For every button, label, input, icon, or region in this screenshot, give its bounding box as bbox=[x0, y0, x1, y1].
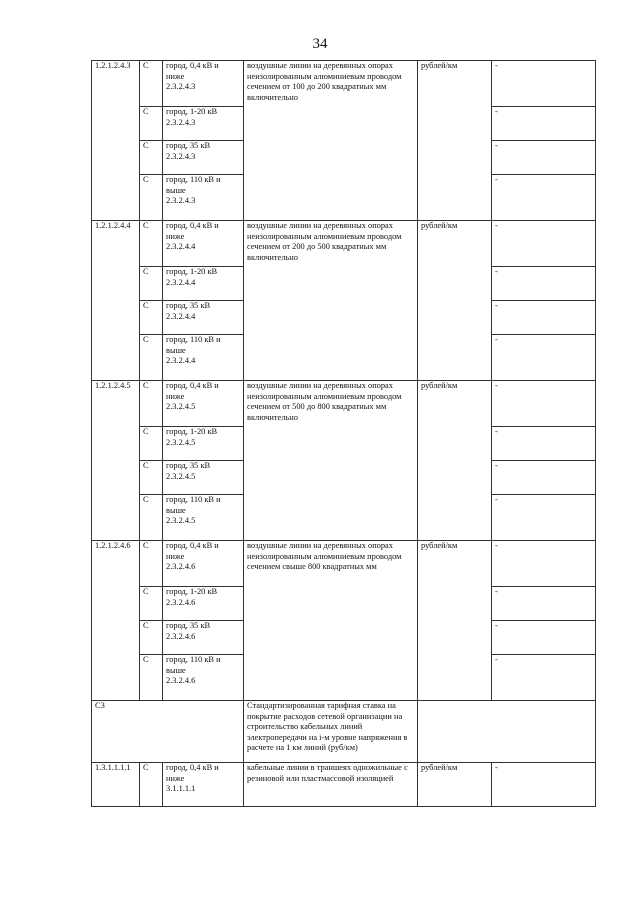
rate-value: - bbox=[492, 381, 596, 427]
unit-of-measure: рублей/км bbox=[418, 541, 492, 701]
coefficient-letter: С bbox=[140, 763, 163, 807]
voltage-level-cell bbox=[163, 175, 244, 221]
coefficient-letter: С bbox=[140, 61, 163, 107]
voltage-level-cell bbox=[163, 141, 244, 175]
voltage-level-line: 2.3.2.4.3 bbox=[166, 196, 196, 205]
voltage-level-line: 2.3.2.4.3 bbox=[166, 151, 196, 161]
voltage-level-line: 2.3.2.4.3 bbox=[166, 117, 196, 127]
coefficient-letter: С bbox=[140, 587, 163, 621]
line-description: воздушные линии на деревянных опорах неизолированным алюминиевым проводом сечением от 100 до 200 квадратных мм включительно bbox=[244, 61, 418, 221]
rate-value: - bbox=[492, 107, 596, 141]
line-description: воздушные линии на деревянных опорах неизолированным алюминиевым проводом сечением свыше 800 квадратных мм bbox=[244, 541, 418, 701]
voltage-level-cell bbox=[163, 495, 244, 541]
rate-value: - bbox=[492, 175, 596, 221]
voltage-level-line: город, 0,4 кВ и bbox=[166, 541, 219, 550]
voltage-level-cell bbox=[163, 587, 244, 621]
coefficient-letter: С bbox=[140, 541, 163, 587]
voltage-level-line: 2.3.2.4.4 bbox=[166, 242, 196, 251]
voltage-level-line: ниже bbox=[166, 773, 185, 783]
coefficient-letter: С bbox=[140, 621, 163, 655]
coefficient-letter: С bbox=[140, 221, 163, 267]
voltage-level-line: город, 0,4 кВ и bbox=[166, 381, 219, 390]
voltage-level-line: город, 1-20 кВ bbox=[166, 107, 218, 116]
section-description: Стандартизированная тарифная ставка на покрытие расходов сетевой организации на строительство кабельных линий электропередачи на i-м уровне напряжения в расчете на 1 км линий (руб/км) bbox=[244, 701, 418, 763]
voltage-level-line: город, 110 кВ и bbox=[166, 655, 221, 664]
rate-value: - bbox=[492, 763, 596, 807]
rate-value: - bbox=[492, 335, 596, 381]
voltage-level-line: ниже bbox=[166, 71, 185, 81]
rate-value: - bbox=[492, 621, 596, 655]
voltage-level-cell bbox=[163, 621, 244, 655]
table-row bbox=[92, 763, 596, 807]
voltage-level-line: город, 35 кВ bbox=[166, 301, 211, 310]
voltage-level-line: город, 110 кВ и bbox=[166, 175, 221, 184]
table-row bbox=[92, 381, 596, 427]
voltage-level-line: город, 110 кВ и bbox=[166, 335, 221, 344]
rate-value: - bbox=[492, 427, 596, 461]
page-number: 34 bbox=[312, 36, 328, 52]
voltage-level-line: город, 35 кВ bbox=[166, 141, 211, 150]
voltage-level-line: 2.3.2.4.6 bbox=[166, 676, 196, 685]
rate-value: - bbox=[492, 495, 596, 541]
voltage-level-line: 2.3.2.4.5 bbox=[166, 516, 196, 525]
voltage-level-line: 3.1.1.1.1 bbox=[166, 784, 196, 793]
voltage-level-cell bbox=[163, 107, 244, 141]
coefficient-letter: С bbox=[140, 495, 163, 541]
row-code: 1.2.1.2.4.5 bbox=[92, 381, 140, 541]
unit-of-measure: рублей/км bbox=[418, 763, 492, 807]
voltage-level-line: 2.3.2.4.4 bbox=[166, 277, 196, 287]
coefficient-letter: С bbox=[140, 107, 163, 141]
voltage-level-line: 2.3.2.4.3 bbox=[166, 82, 196, 91]
voltage-level-cell bbox=[163, 301, 244, 335]
coefficient-letter: С bbox=[140, 461, 163, 495]
voltage-level-cell bbox=[163, 335, 244, 381]
coefficient-letter: С bbox=[140, 335, 163, 381]
voltage-level-line: 2.3.2.4.6 bbox=[166, 631, 196, 641]
unit-of-measure: рублей/км bbox=[418, 221, 492, 381]
coefficient-letter: С bbox=[140, 267, 163, 301]
voltage-level-line: ниже bbox=[166, 391, 185, 401]
unit-of-measure: рублей/км bbox=[418, 61, 492, 221]
rate-value: - bbox=[492, 655, 596, 701]
voltage-level-line: 2.3.2.4.5 bbox=[166, 402, 196, 411]
voltage-level-line: 2.3.2.4.6 bbox=[166, 597, 196, 607]
voltage-level-cell bbox=[163, 461, 244, 495]
coefficient-letter: С bbox=[140, 141, 163, 175]
table-row bbox=[92, 61, 596, 107]
voltage-level-line: выше bbox=[166, 185, 186, 195]
voltage-level-cell bbox=[163, 763, 244, 807]
rate-value: - bbox=[492, 267, 596, 301]
voltage-level-line: 2.3.2.4.6 bbox=[166, 562, 196, 571]
voltage-level-cell bbox=[163, 381, 244, 427]
rate-value: - bbox=[492, 587, 596, 621]
voltage-level-line: ниже bbox=[166, 551, 185, 561]
row-code: 1.2.1.2.4.6 bbox=[92, 541, 140, 701]
rate-value: - bbox=[492, 541, 596, 587]
rate-value: - bbox=[492, 461, 596, 495]
coefficient-letter: С bbox=[140, 381, 163, 427]
voltage-level-cell bbox=[163, 267, 244, 301]
coefficient-letter: С bbox=[140, 427, 163, 461]
voltage-level-cell bbox=[163, 427, 244, 461]
row-code: 1.2.1.2.4.3 bbox=[92, 61, 140, 221]
voltage-level-line: 2.3.2.4.4 bbox=[166, 311, 196, 321]
voltage-level-line: выше bbox=[166, 345, 186, 355]
section-header-row bbox=[92, 701, 596, 763]
table-row bbox=[92, 221, 596, 267]
voltage-level-cell bbox=[163, 655, 244, 701]
voltage-level-line: город, 1-20 кВ bbox=[166, 427, 218, 436]
coefficient-letter: С bbox=[140, 655, 163, 701]
voltage-level-cell bbox=[163, 541, 244, 587]
voltage-level-line: город, 35 кВ bbox=[166, 461, 211, 470]
row-code: 1.3.1.1.1.1 bbox=[92, 763, 140, 807]
line-description: кабельные линии в траншеях одножильные с резиновой или пластмассовой изоляцией bbox=[244, 763, 418, 807]
voltage-level-cell bbox=[163, 61, 244, 107]
voltage-level-line: 2.3.2.4.5 bbox=[166, 471, 196, 481]
coefficient-letter: С bbox=[140, 301, 163, 335]
line-description: воздушные линии на деревянных опорах неизолированным алюминиевым проводом сечением от 200 до 500 квадратных мм включительно bbox=[244, 221, 418, 381]
voltage-level-line: выше bbox=[166, 665, 186, 675]
line-description: воздушные линии на деревянных опорах неизолированным алюминиевым проводом сечением от 500 до 800 квадратных мм включительно bbox=[244, 381, 418, 541]
rate-value: - bbox=[492, 61, 596, 107]
voltage-level-line: город, 35 кВ bbox=[166, 621, 211, 630]
section-code: С3 bbox=[92, 701, 244, 763]
voltage-level-line: город, 110 кВ и bbox=[166, 495, 221, 504]
rate-value: - bbox=[492, 141, 596, 175]
rate-value: - bbox=[492, 301, 596, 335]
row-code: 1.2.1.2.4.4 bbox=[92, 221, 140, 381]
voltage-level-cell bbox=[163, 221, 244, 267]
voltage-level-line: город, 0,4 кВ и bbox=[166, 221, 219, 230]
voltage-level-line: город, 0,4 кВ и bbox=[166, 61, 219, 70]
coefficient-letter: С bbox=[140, 175, 163, 221]
unit-of-measure: рублей/км bbox=[418, 381, 492, 541]
voltage-level-line: город, 0,4 кВ и bbox=[166, 763, 219, 772]
voltage-level-line: 2.3.2.4.5 bbox=[166, 437, 196, 447]
table-row bbox=[92, 541, 596, 587]
tariff-table-body bbox=[92, 61, 596, 807]
voltage-level-line: город, 1-20 кВ bbox=[166, 587, 218, 596]
voltage-level-line: выше bbox=[166, 505, 186, 515]
voltage-level-line: ниже bbox=[166, 231, 185, 241]
rate-value: - bbox=[492, 221, 596, 267]
voltage-level-line: 2.3.2.4.4 bbox=[166, 356, 196, 365]
section-unit-empty bbox=[418, 701, 596, 763]
voltage-level-line: город, 1-20 кВ bbox=[166, 267, 218, 276]
tariff-table bbox=[91, 60, 596, 807]
